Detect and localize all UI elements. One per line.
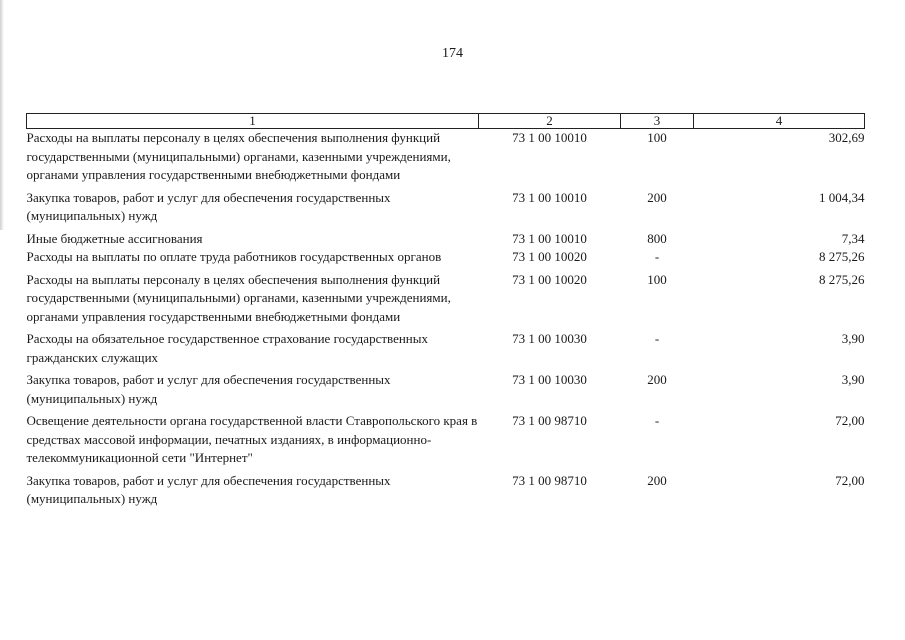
row-expense-type: -: [654, 413, 660, 428]
page-number: 174: [442, 46, 463, 61]
row-amount: 8 275,26: [819, 271, 865, 287]
row-target-code: 73 1 00 10010: [512, 130, 587, 145]
table-row: [27, 129, 865, 189]
row-description: Освещение деятельности органа государственной власти Ставропольского края в средствах массовой информации, печатных изданиях, в информационно-телекоммуникационной сети "Интернет": [26, 413, 478, 465]
row-target-code: 73 1 00 10020: [512, 271, 587, 287]
column-header-4: 4: [694, 114, 865, 129]
table-row: [27, 412, 865, 472]
row-amount: 302,69: [828, 130, 865, 145]
row-expense-type: -: [654, 249, 660, 264]
table-row: [27, 371, 865, 412]
table-row: [27, 271, 865, 331]
row-description: Закупка товаров, работ и услуг для обеспечения государственных (муниципальных) нужд: [26, 372, 391, 406]
row-expense-type: 200: [647, 472, 667, 488]
row-amount: 3,90: [841, 372, 865, 387]
row-target-code: 73 1 00 10030: [512, 331, 587, 346]
budget-table: [26, 113, 865, 509]
row-target-code: 73 1 00 10030: [512, 372, 587, 387]
row-amount: 1 004,34: [819, 189, 865, 205]
row-target-code: 73 1 00 98710: [512, 413, 587, 428]
column-header-3: 3: [621, 114, 694, 129]
scan-edge-shadow: [0, 0, 4, 230]
row-expense-type: 200: [647, 189, 667, 205]
row-amount: 3,90: [841, 331, 865, 346]
row-description: Расходы на выплаты персоналу в целях обеспечения выполнения функций государственными (муниципальными) органами, казенными учреждениями, органами управления государственными внебюджетными фондами: [26, 130, 451, 182]
row-expense-type: 100: [647, 271, 667, 287]
row-expense-type: 800: [647, 230, 667, 246]
row-target-code: 73 1 00 10020: [512, 249, 587, 264]
row-description: Закупка товаров, работ и услуг для обеспечения государственных (муниципальных) нужд: [26, 472, 391, 506]
row-target-code: 73 1 00 98710: [512, 472, 587, 488]
row-expense-type: 200: [647, 372, 667, 387]
table-row: [27, 230, 865, 249]
column-header-2: 2: [479, 114, 621, 129]
row-description: Закупка товаров, работ и услуг для обеспечения государственных (муниципальных) нужд: [26, 189, 391, 223]
table-row: [27, 472, 865, 509]
table-header-row: [27, 114, 865, 129]
row-amount: 72,00: [835, 472, 865, 488]
row-expense-type: -: [654, 331, 660, 346]
row-description: Расходы на выплаты персоналу в целях обеспечения выполнения функций государственными (муниципальными) органами, казенными учреждениями, органами управления государственными внебюджетными фондами: [26, 271, 451, 324]
table-row: [27, 330, 865, 371]
row-amount: 7,34: [841, 230, 865, 246]
row-target-code: 73 1 00 10010: [512, 230, 587, 246]
row-amount: 8 275,26: [819, 249, 865, 264]
row-expense-type: 100: [647, 130, 667, 145]
table-row: [27, 248, 865, 271]
table-row: [27, 189, 865, 230]
row-description: Расходы на выплаты по оплате труда работников государственных органов: [26, 249, 442, 264]
row-description: Расходы на обязательное государственное страхование государственных гражданских служащих: [26, 331, 429, 365]
row-amount: 72,00: [835, 413, 865, 428]
column-header-1: 1: [27, 114, 479, 129]
row-target-code: 73 1 00 10010: [512, 189, 587, 205]
row-description: Иные бюджетные ассигнования: [26, 230, 203, 246]
